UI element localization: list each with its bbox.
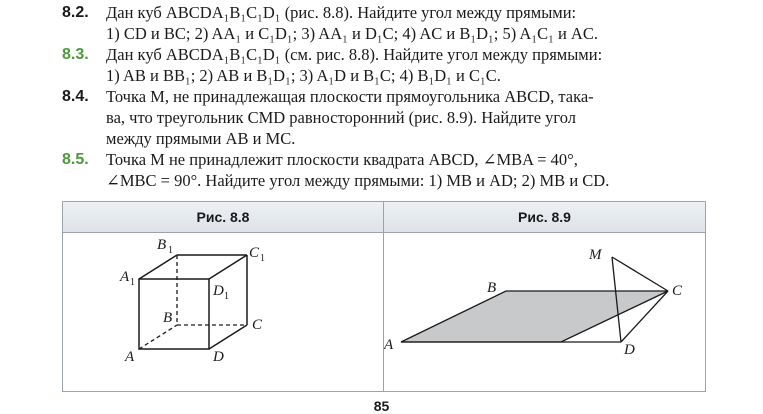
problem-line: 1) CD и BC; 2) AA₁ и C₁D₁; 3) AA₁ и D₁C; 4) AC и B₁D₁; 5) A₁C₁ и AC. [106, 24, 598, 43]
figures-table [62, 201, 706, 392]
label-B1: B [157, 237, 167, 253]
label-C1-sub: 1 [260, 253, 265, 264]
problem-line: между прямыми AB и MC. [106, 129, 296, 148]
problem-text [106, 44, 702, 86]
label-M: M [589, 247, 602, 263]
label-A1: A [120, 269, 130, 285]
cube-figure [63, 233, 383, 391]
label-B1-sub: 1 [168, 245, 173, 256]
label-A: A [384, 337, 394, 353]
cube-edge [209, 255, 247, 279]
label-C: C [672, 283, 683, 299]
problem-line: ∠MBC = 90°. Найдите угол между прямыми: 1) MB и AD; 2) MB и CD. [106, 171, 610, 190]
problem-8-5 [62, 149, 702, 191]
label-B: B [163, 310, 173, 326]
label-D1-sub: 1 [224, 291, 229, 302]
problem-text [106, 86, 702, 149]
label-D: D [624, 342, 635, 358]
problem-8-3 [62, 44, 702, 86]
problem-line: Дан куб ABCDA₁B₁C₁D₁ (рис. 8.8). Найдите угол между прямыми: [106, 3, 577, 22]
problem-number: 8.2. [62, 4, 89, 21]
problem-text [106, 2, 702, 44]
problem-8-4 [62, 86, 702, 149]
cube-edge [209, 325, 247, 349]
problem-text [106, 149, 702, 191]
problem-number: 8.4. [62, 88, 89, 105]
problem-line: ва, что треугольник CMD равносторонний (рис. 8.9). Найдите угол [106, 108, 577, 127]
label-A1-sub: 1 [130, 277, 135, 288]
page-number: 85 [373, 398, 390, 414]
plane-figure [384, 233, 705, 391]
label-D1: D [213, 283, 224, 299]
cube-hidden-edge [139, 325, 177, 349]
label-B: B [487, 280, 497, 296]
cube-edge [139, 255, 177, 279]
label-D: D [213, 349, 224, 365]
cube-front-face [139, 279, 209, 349]
problem-number: 8.3. [62, 46, 89, 63]
segment-MC [612, 257, 668, 291]
label-C1: C [249, 245, 260, 261]
problem-line: Дан куб ABCDA₁B₁C₁D₁ (см. рис. 8.8). Найдите угол между прямыми: [106, 45, 603, 64]
figure-caption-8-9: Рис. 8.9 [384, 202, 705, 233]
problem-8-2 [62, 2, 702, 44]
problem-number: 8.5. [62, 151, 89, 168]
problem-line: 1) AB и BB₁; 2) AB и B₁D₁; 3) A₁D и B₁C; 4) B₁D₁ и C₁C. [106, 66, 501, 85]
label-A: A [125, 349, 135, 365]
problem-line: Точка M не принадлежит плоскости квадрата ABCD, ∠MBA = 40°, [106, 150, 578, 169]
figure-caption-8-8: Рис. 8.8 [63, 202, 384, 233]
problem-line: Точка M, не принадлежащая плоскости прямоугольника ABCD, така- [106, 87, 594, 106]
label-C: C [252, 317, 263, 333]
